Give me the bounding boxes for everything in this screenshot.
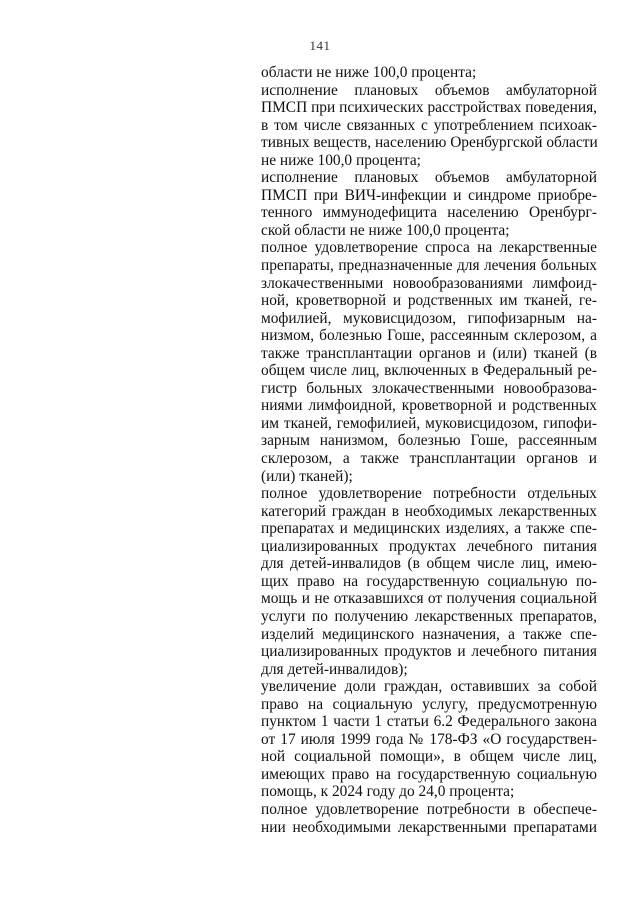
text-line: циализированных продуктов и лечебного питания (261, 643, 597, 661)
text-line: для детей-инвалидов); (261, 660, 408, 678)
text-line: низмом, болезнью Гоше, рассеянным склерозом, а (261, 327, 597, 345)
text-line: нии необходимыми лекарственными препаратами (261, 818, 597, 836)
text-line: циализированных продуктах лечебного питания (261, 537, 597, 555)
text-line: тивных веществ, населению Оренбургской области (261, 134, 598, 152)
text-line: исполнение плановых объемов амбулаторной (261, 169, 597, 187)
text-line: от 17 июля 1999 года № 178-ФЗ «О государствен- (261, 730, 597, 748)
text-line: мощь и не отказавшихся от получения социальной (261, 590, 597, 608)
text-line: пунктом 1 части 1 статьи 6.2 Федерального закона (261, 713, 597, 731)
text-line: препаратах и медицинских изделиях, а также спе- (261, 520, 597, 538)
text-line: ПМСП при ВИЧ-инфекции и синдроме приобре- (261, 186, 597, 204)
text-line: злокачественными новообразованиями лимфоид- (261, 274, 597, 292)
text-line: щих право на государственную социальную по- (261, 572, 597, 590)
text-line: категорий граждан в необходимых лекарственных (261, 502, 597, 520)
text-line: мофилией, муковисцидозом, гипофизарным на- (261, 309, 597, 327)
text-line: области не ниже 100,0 процента; (261, 64, 477, 81)
text-line: полное удовлетворение потребности отдельных (261, 485, 597, 503)
text-line: исполнение плановых объемов амбулаторной (261, 81, 597, 99)
text-line: зарным нанизмом, болезнью Гоше, рассеянным (261, 432, 597, 450)
text-line: общем числе лиц, включенных в Федеральный ре- (261, 362, 597, 380)
text-line: ской области не ниже 100,0 процента; (261, 221, 510, 239)
text-line: им тканей, гемофилией, муковисцидозом, гипофи- (261, 414, 597, 432)
text-line: в том числе связанных с употреблением психоак- (261, 116, 597, 134)
text-line: также трансплантации органов и (или) тканей (в (261, 344, 597, 362)
text-line: ной социальной помощи», в общем числе лиц, (261, 748, 597, 766)
text-line: имеющих право на государственную социальную (261, 765, 597, 783)
document-body (261, 64, 597, 836)
page-number: 141 (309, 38, 331, 53)
text-line: изделий медицинского назначения, а также спе- (261, 625, 597, 643)
text-line: ниями лимфоидной, кроветворной и родственных (261, 397, 597, 415)
text-line: (или) тканей); (261, 467, 353, 485)
text-line: право на социальную услугу, предусмотренную (261, 695, 597, 713)
text-line: полное удовлетворение спроса на лекарственные (261, 239, 597, 257)
text-line: ной, кроветворной и родственных им тканей, ге- (261, 292, 597, 310)
text-line: ПМСП при психических расстройствах поведения, (261, 99, 597, 117)
text-line: для детей-инвалидов (в общем числе лиц, имею- (261, 555, 597, 573)
text-line: помощь, к 2024 году до 24,0 процента; (261, 783, 515, 801)
text-line: полное удовлетворение потребности в обеспече- (261, 800, 597, 818)
text-line: увеличение доли граждан, оставивших за собой (261, 678, 597, 696)
text-line: склерозом, а также трансплантации органов и (261, 450, 597, 468)
text-line: гистр больных злокачественными новообразова- (261, 379, 597, 397)
text-line: препараты, предназначенные для лечения больных (261, 257, 597, 275)
text-line: услуги по получению лекарственных препаратов, (261, 607, 597, 625)
text-line: тенного иммунодефицита населению Оренбург- (261, 204, 597, 222)
text-line: не ниже 100,0 процента; (261, 151, 421, 169)
